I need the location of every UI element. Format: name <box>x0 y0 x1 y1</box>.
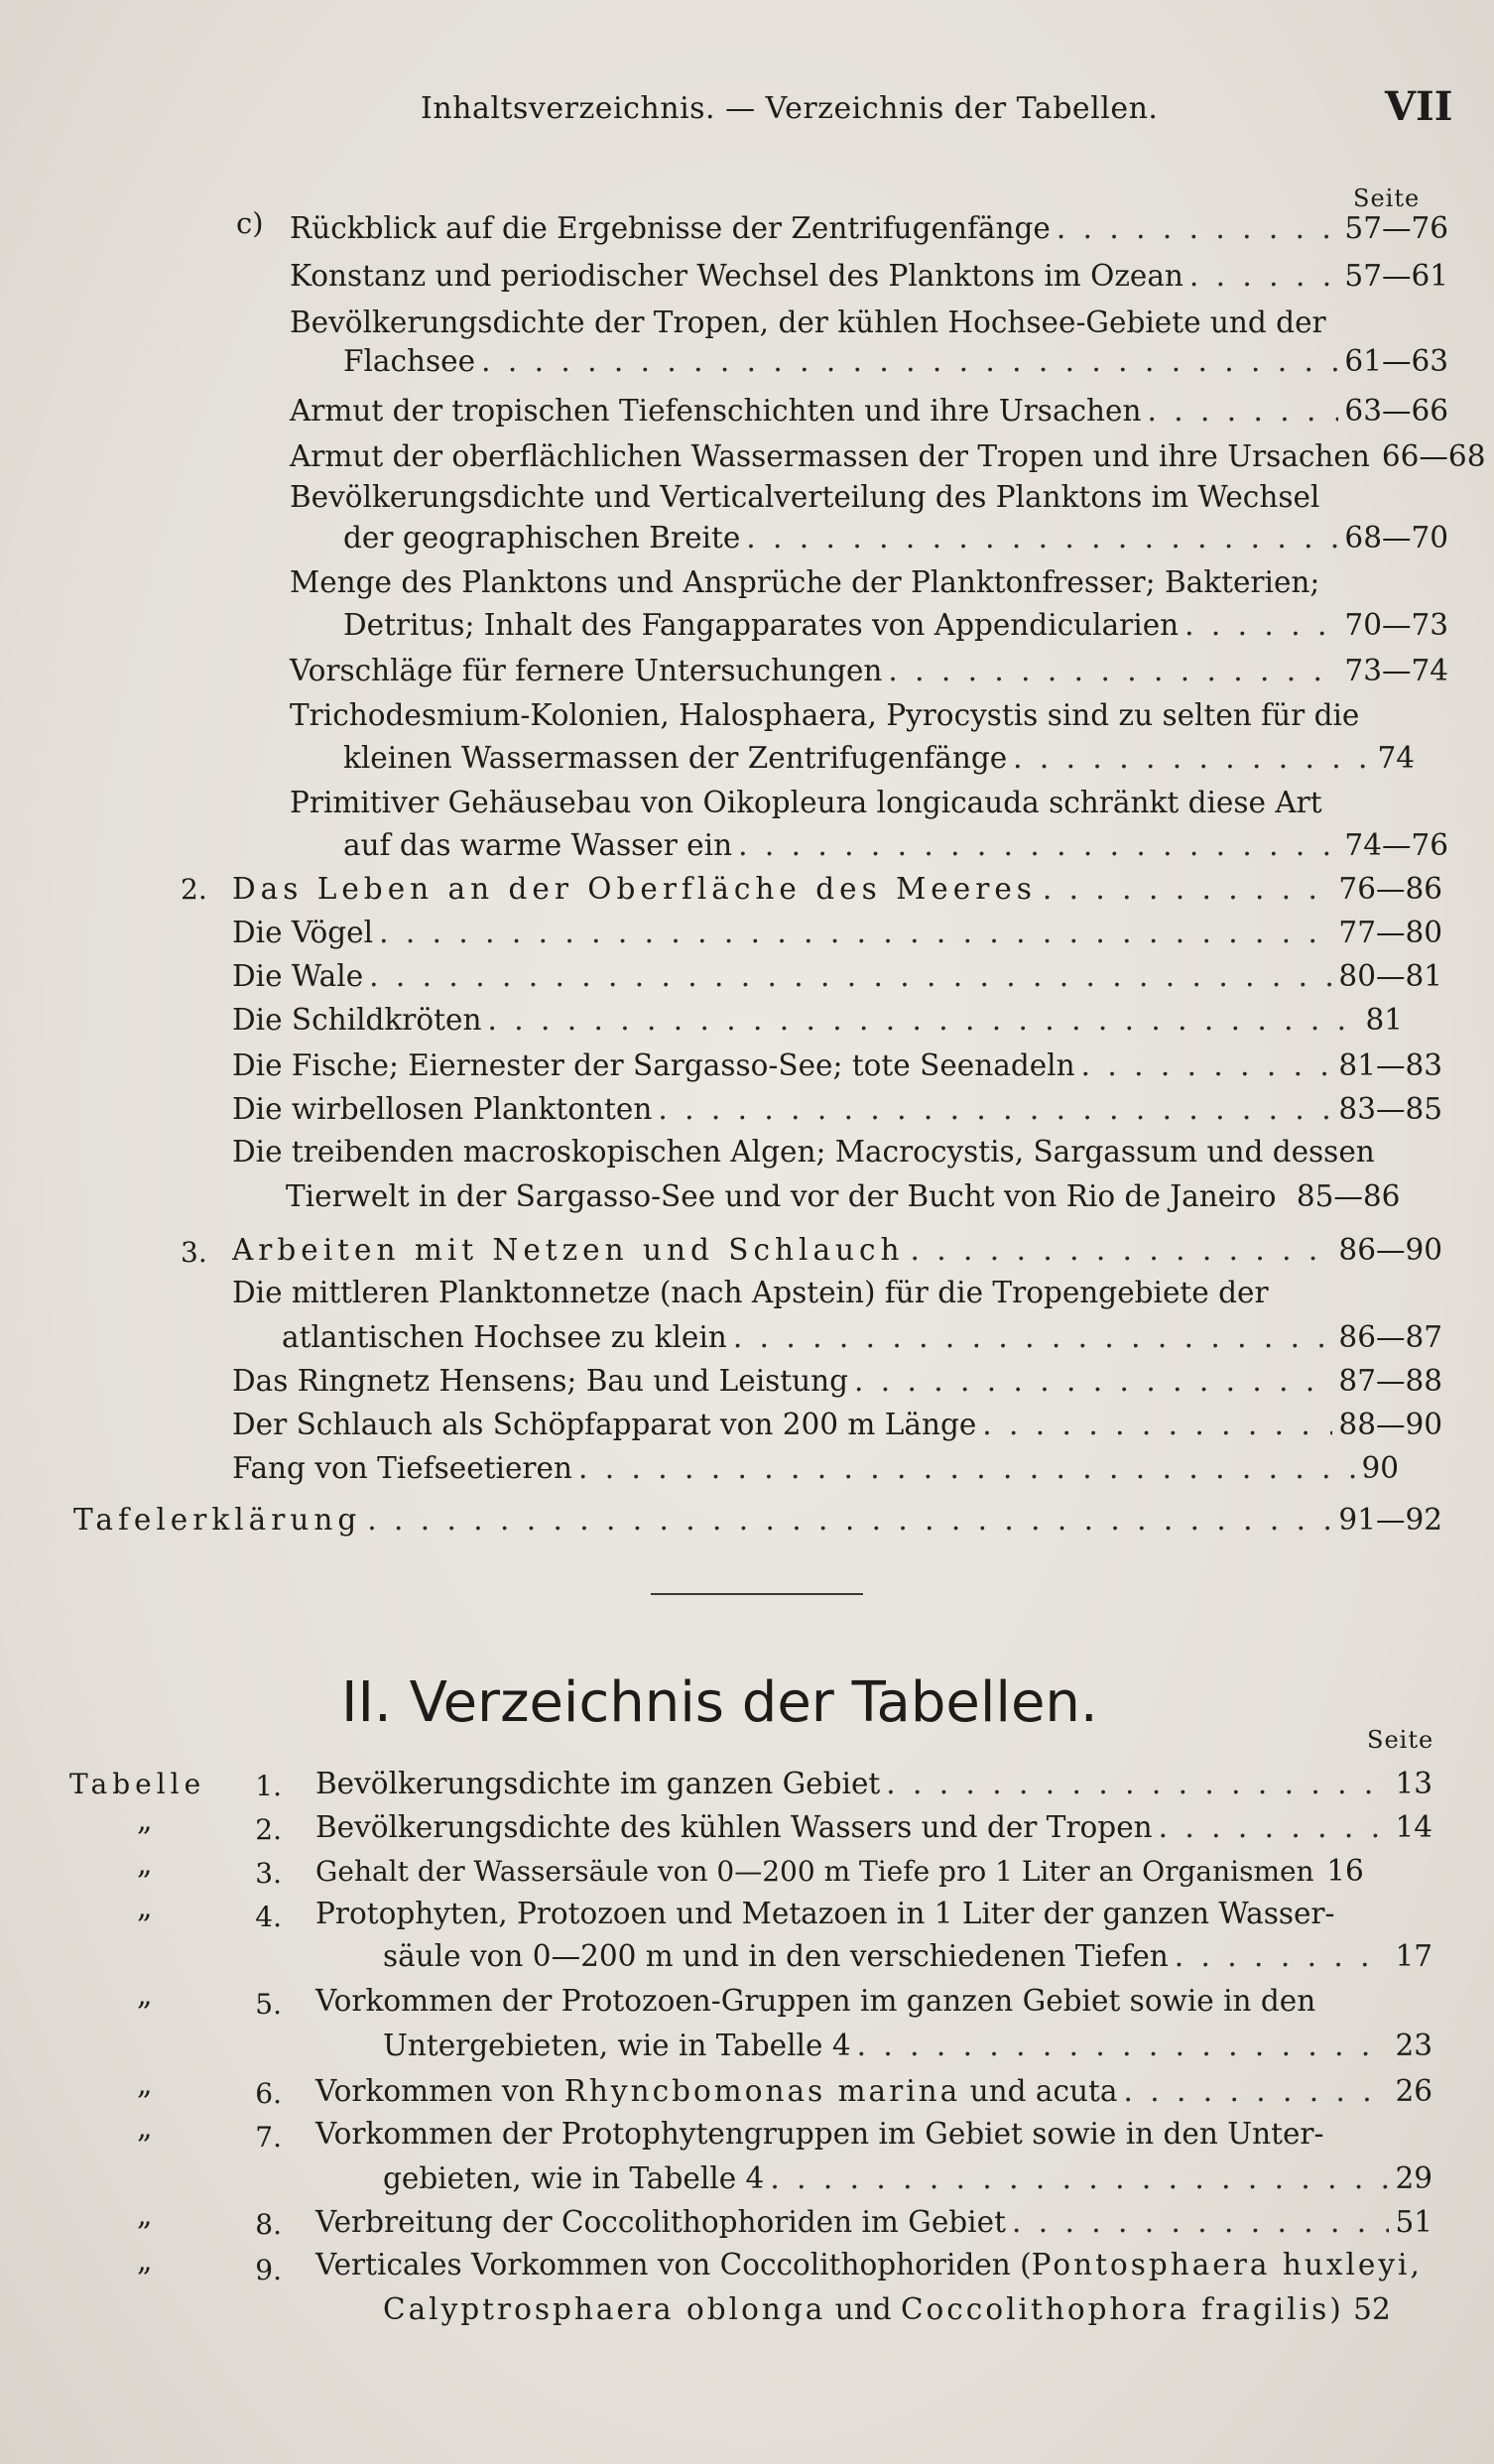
table-entry: Verbreitung der Coccolithophoriden im Gebiet . . . 51 <box>315 2206 1432 2238</box>
toc-entry: Die Wale . . . 80—81 <box>232 960 1442 992</box>
ditto-mark: „ <box>137 2067 153 2102</box>
toc-entry: Tierwelt in der Sargasso-See und vor der Bucht von Rio de Janeiro . . . 85—86 <box>286 1180 1442 1212</box>
toc-entry: Armut der tropischen Tiefenschichten und ihre Ursachen . . . 63—66 <box>290 395 1448 427</box>
subsection-marker: c) <box>236 206 264 240</box>
ditto-mark: „ <box>137 1891 153 1925</box>
table-number: 3. <box>255 1857 282 1890</box>
ditto-mark: „ <box>137 2111 153 2146</box>
toc-entry-line: Trichodesmium-Kolonien, Halosphaera, Pyrocystis sind zu selten für die <box>290 698 1360 732</box>
table-number: 1. <box>255 1770 282 1802</box>
table-entry: Untergebieten, wie in Tabelle 4 . . . 23 <box>383 2030 1432 2061</box>
ditto-mark: „ <box>137 1803 153 1838</box>
table-entry: gebieten, wie in Tabelle 4 . . . 29 <box>383 2162 1432 2194</box>
running-header: Inhaltsverzeichnis. — Verzeichnis der Tabellen. <box>421 91 1159 126</box>
table-entry-line: Protophyten, Protozoen und Metazoen in 1 Liter der ganzen Wasser- <box>315 1897 1335 1930</box>
toc-entry: kleinen Wassermassen der Zentrifugenfänge . . . 74 <box>343 742 1415 774</box>
toc-entry: Die Schildkröten . . . 81 <box>232 1004 1403 1036</box>
ditto-mark: „ <box>137 1978 153 2013</box>
table-number: 9. <box>255 2254 282 2286</box>
toc-entry: Detritus; Inhalt des Fangapparates von Appendicularien . . . 70—73 <box>343 609 1448 641</box>
toc-entry: atlantischen Hochsee zu klein . . . 86—87 <box>282 1321 1442 1353</box>
toc-entry-line: Die treibenden macroskopischen Algen; Macrocystis, Sargassum und dessen <box>232 1135 1375 1169</box>
table-entry: Gehalt der Wassersäule von 0—200 m Tiefe pro 1 Liter an Organismen . . . 16 <box>315 1855 1432 1888</box>
toc-entry-line: Primitiver Gehäusebau von Oikopleura longicauda schränkt diese Art <box>290 786 1322 819</box>
toc-entry-line: Bevölkerungsdichte und Verticalverteilung des Planktons im Wechsel <box>290 480 1320 514</box>
table-entry: Bevölkerungsdichte des kühlen Wassers und der Tropen . . . 14 <box>315 1811 1432 1843</box>
table-entry-line: Vorkommen der Protophytengruppen im Gebiet sowie in den Unter- <box>315 2117 1324 2151</box>
page-number: VII <box>1385 83 1453 130</box>
ditto-mark: „ <box>137 1847 153 1882</box>
table-number: 4. <box>255 1901 282 1933</box>
ditto-mark: „ <box>137 2198 153 2233</box>
toc-entry: Vorschläge für fernere Untersuchungen . . . 73—74 <box>290 655 1448 686</box>
toc-section-2: Das Leben an der Oberfläche des Meeres . . . 76—86 <box>232 873 1442 905</box>
table-entry-line: Verticales Vorkommen von Coccolithophoriden (Pontosphaera huxleyi, <box>315 2248 1420 2281</box>
toc-entry: Das Ringnetz Hensens; Bau und Leistung . . . 87—88 <box>232 1365 1442 1397</box>
toc-entry: auf das warme Wasser ein . . . 74—76 <box>343 829 1448 861</box>
toc-entry: der geographischen Breite . . . 68—70 <box>343 522 1448 554</box>
toc-entry: Die Vögel . . . 77—80 <box>232 917 1442 948</box>
toc-entry-line: Menge des Planktons und Ansprüche der Planktonfresser; Bakterien; <box>290 565 1320 599</box>
toc-entry: Konstanz und periodischer Wechsel des Planktons im Ozean . . . 57—61 <box>290 260 1448 292</box>
toc-entry: Die Fische; Eiernester der Sargasso-See; tote Seenadeln . . . 81—83 <box>232 1049 1442 1081</box>
section-number: 3. <box>181 1236 207 1269</box>
toc-entry: Fang von Tiefseetieren . . . 90 <box>232 1452 1399 1484</box>
toc-entry: Flachsee . . . 61—63 <box>343 345 1448 377</box>
toc-entry: Die wirbellosen Planktonten . . . 83—85 <box>232 1093 1442 1125</box>
section-divider <box>651 1593 863 1595</box>
tables-heading: II. Verzeichnis der Tabellen. <box>341 1670 1098 1735</box>
seite-column-label: Seite <box>1353 185 1421 212</box>
table-number: 7. <box>255 2121 282 2154</box>
toc-entry: Armut der oberflächlichen Wassermassen der Tropen und ihre Ursachen 66—68 <box>290 439 1486 473</box>
table-entry: Vorkommen von Rhyncbomonas marina und acuta . . . 26 <box>315 2075 1432 2107</box>
table-number: 6. <box>255 2077 282 2110</box>
section-number: 2. <box>181 873 207 906</box>
table-entry-line: Vorkommen der Protozoen-Gruppen im ganzen Gebiet sowie in den <box>315 1984 1316 2018</box>
table-number: 2. <box>255 1813 282 1846</box>
table-entry: Calyptrosphaera oblonga und Coccolithophora fragilis) . . . 52 <box>383 2293 1432 2325</box>
toc-entry-rueckblick: Rückblick auf die Ergebnisse der Zentrifugenfänge . . . 57—76 <box>290 212 1448 244</box>
toc-section-3: Arbeiten mit Netzen und Schlauch . . . 86—90 <box>232 1234 1442 1266</box>
tabelle-label: Tabelle <box>69 1768 206 1800</box>
table-entry: Bevölkerungsdichte im ganzen Gebiet . . . 13 <box>315 1768 1432 1799</box>
table-entry: säule von 0—200 m und in den verschiedenen Tiefen . . . 17 <box>383 1940 1432 1972</box>
toc-tafelerklaerung: Tafelerklärung . . . 91—92 <box>73 1504 1442 1536</box>
toc-entry-line: Bevölkerungsdichte der Tropen, der kühlen Hochsee-Gebiete und der <box>290 306 1326 339</box>
seite-column-label: Seite <box>1367 1726 1434 1754</box>
table-number: 5. <box>255 1988 282 2021</box>
ditto-mark: „ <box>137 2244 153 2279</box>
toc-entry: Der Schlauch als Schöpfapparat von 200 m Länge . . . 88—90 <box>232 1409 1442 1440</box>
table-number: 8. <box>255 2208 282 2241</box>
toc-entry-line: Die mittleren Planktonnetze (nach Apstein) für die Tropengebiete der <box>232 1276 1269 1309</box>
